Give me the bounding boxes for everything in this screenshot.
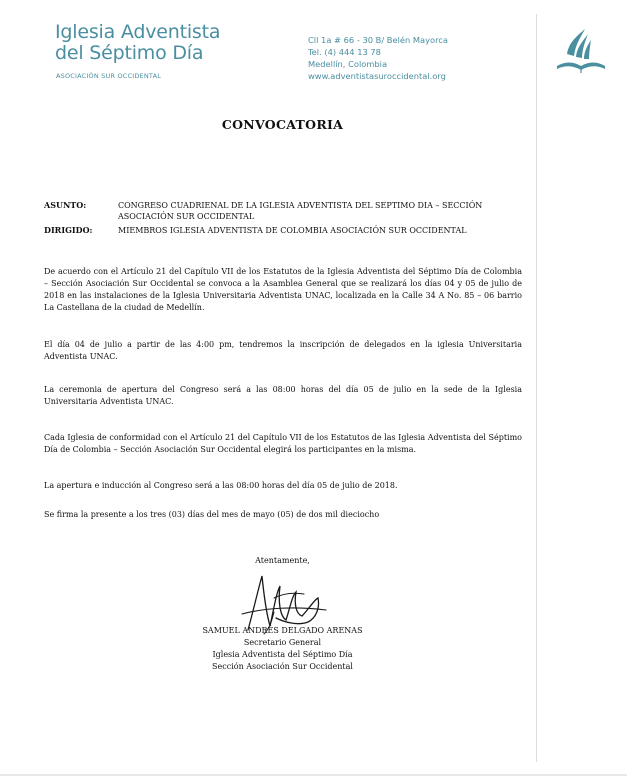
association-name: ASOCIACIÓN SUR OCCIDENTAL [56, 72, 162, 80]
organization-name-line2: del Séptimo Día [55, 42, 204, 64]
contact-website: www.adventistasuroccidental.org [308, 71, 446, 81]
adventist-flame-logo-icon [555, 26, 607, 78]
paragraph-induccion: La apertura e inducción al Congreso será a las 08:00 horas del día 05 de julio de 2018. [44, 481, 398, 490]
asunto-value: CONGRESO CUADRIENAL DE LA IGLESIA ADVENTISTA DEL SEPTIMO DIA – SECCIÓN ASOCIACIÓN SUR OCCIDENTAL [118, 201, 483, 221]
contact-block [308, 34, 448, 82]
signer-position: Secretario General [243, 638, 322, 647]
paragraph-convocatoria: De acuerdo con el Artículo 21 del Capítulo VII de los Estatutos de la Iglesia Adventista del Séptimo Día de Colombia – Sección Asociación Sur Occidental se convoca a la Asamblea General que se realizará los días 04 y 05 de julio de 2018 en las instalaciones de la Iglesia Universitaria Adventista UNAC, localizada en la Calle 34 A No. 85 – 06 barrio La Castellana de la ciudad de Medellín. [44, 267, 522, 312]
organization-name-line1: Iglesia Adventista [55, 21, 221, 43]
contact-phone: Tel. (4) 444 13 78 [308, 47, 381, 57]
closing-text: Atentamente, [255, 556, 310, 565]
paragraph-participantes: Cada Iglesia de conformidad con el Artículo 21 del Capítulo VII de los Estatutos de las Iglesia Adventista del Séptimo Día de Colombia – Sección Asociación Sur Occidental elegirá los participantes en la misma. [44, 433, 522, 454]
dirigido-label: DIRIGIDO: [44, 225, 93, 235]
contact-address: Cll 1a # 66 - 30 B/ Belén Mayorca [308, 35, 448, 45]
signer-organization: Iglesia Adventista del Séptimo Día [212, 650, 353, 659]
document-title: CONVOCATORIA [221, 117, 344, 132]
signer-name: SAMUEL ANDRÉS DELGADO ARENAS [202, 626, 363, 635]
dirigido-value: MIEMBROS IGLESIA ADVENTISTA DE COLOMBIA ASOCIACIÓN SUR OCCIDENTAL [118, 226, 467, 235]
paragraph-firma: Se firma la presente a los tres (03) días del mes de mayo (05) de dos mil dieciocho [44, 510, 380, 519]
paragraph-inscripcion: El día 04 de julio a partir de las 4:00 pm, tendremos la inscripción de delegados en la iglesia Universitaria Adventista UNAC. [44, 340, 522, 361]
signer-section: Sección Asociación Sur Occidental [212, 662, 353, 671]
organization-name [55, 22, 220, 64]
paragraph-apertura: La ceremonia de apertura del Congreso será a las 08:00 horas del día 05 de julio en la sede de la Iglesia Universitaria Adventista UNAC. [44, 385, 522, 406]
asunto-label: ASUNTO: [44, 200, 87, 210]
contact-city: Medellín, Colombia [308, 59, 388, 69]
